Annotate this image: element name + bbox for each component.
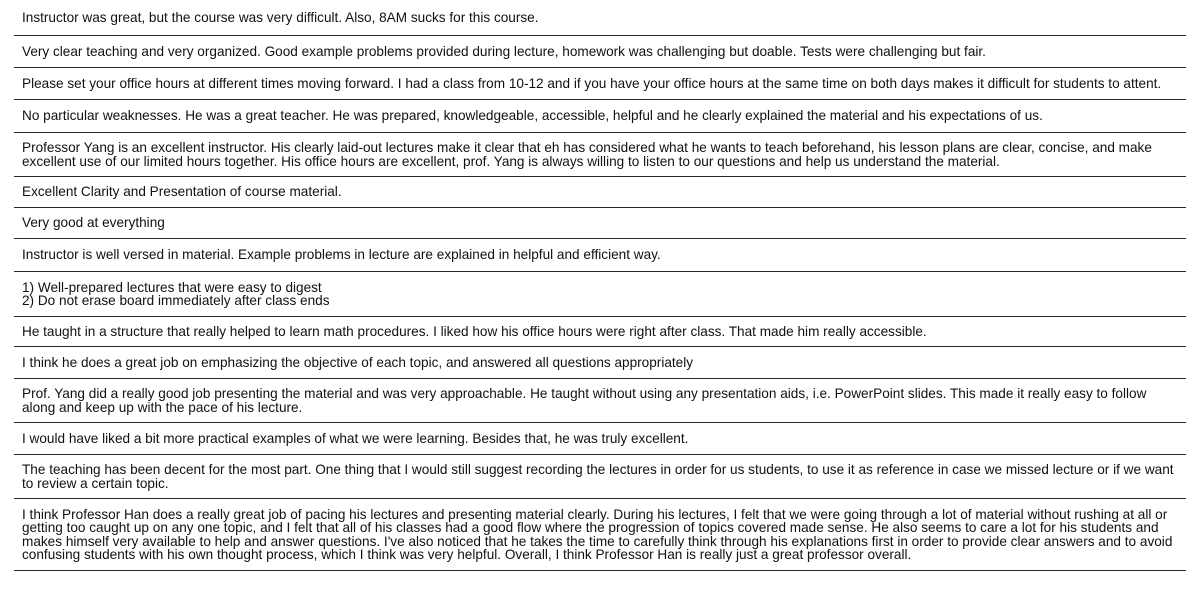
comment-row: I think he does a great job on emphasizing the objective of each topic, and answered all questions appropriately [14,347,1186,379]
comment-row: No particular weaknesses. He was a great teacher. He was prepared, knowledgeable, accessible, helpful and he clearly explained the material and his expectations of us. [14,100,1186,133]
comment-row: Instructor is well versed in material. Example problems in lecture are explained in helpful and efficient way. [14,239,1186,272]
comment-row: I think Professor Han does a really great job of pacing his lectures and presenting material clearly. During his lectures, I felt that we were going through a lot of material without rushing at all or getting too caught up on any one topic, and I felt that all of his classes had a good flow where the progression of topics covered made sense. He also seems to care a lot for his students and makes himself very available to help and answer questions. I've also noticed that he takes the time to carefully think through his explanations first in order to provide clear answers and to avoid confusing students with his own thought process, which I think was very helpful. Overall, I think Professor Han is really just a great professor overall. [14,499,1186,571]
comment-row: I would have liked a bit more practical examples of what we were learning. Besides that, he was truly excellent. [14,423,1186,455]
comment-row: Very clear teaching and very organized. Good example problems provided during lecture, homework was challenging but doable. Tests were challenging but fair. [14,36,1186,68]
comment-row: 1) Well-prepared lectures that were easy to digest 2) Do not erase board immediately after class ends [14,272,1186,317]
comment-row: Prof. Yang did a really good job presenting the material and was very approachable. He taught without using any presentation aids, i.e. PowerPoint slides. This made it really easy to follow along and keep up with the pace of his lecture. [14,379,1186,423]
comment-list [14,0,1186,571]
comment-row: Instructor was great, but the course was very difficult. Also, 8AM sucks for this course. [14,0,1186,36]
comment-row: Professor Yang is an excellent instructor. His clearly laid-out lectures make it clear that eh has considered what he wants to teach beforehand, his lesson plans are clear, concise, and make excellent use of our limited hours together. His office hours are excellent, prof. Yang is always willing to listen to our questions and help us understand the material. [14,133,1186,177]
comment-row: Excellent Clarity and Presentation of course material. [14,177,1186,208]
comment-row: Very good at everything [14,208,1186,239]
comment-row: The teaching has been decent for the most part. One thing that I would still suggest recording the lectures in order for us students, to use it as reference in case we missed lecture or if we want to review a certain topic. [14,455,1186,499]
comment-row: He taught in a structure that really helped to learn math procedures. I liked how his office hours were right after class. That made him really accessible. [14,317,1186,347]
comment-row: Please set your office hours at different times moving forward. I had a class from 10-12 and if you have your office hours at the same time on both days makes it difficult for students to attent. [14,68,1186,100]
